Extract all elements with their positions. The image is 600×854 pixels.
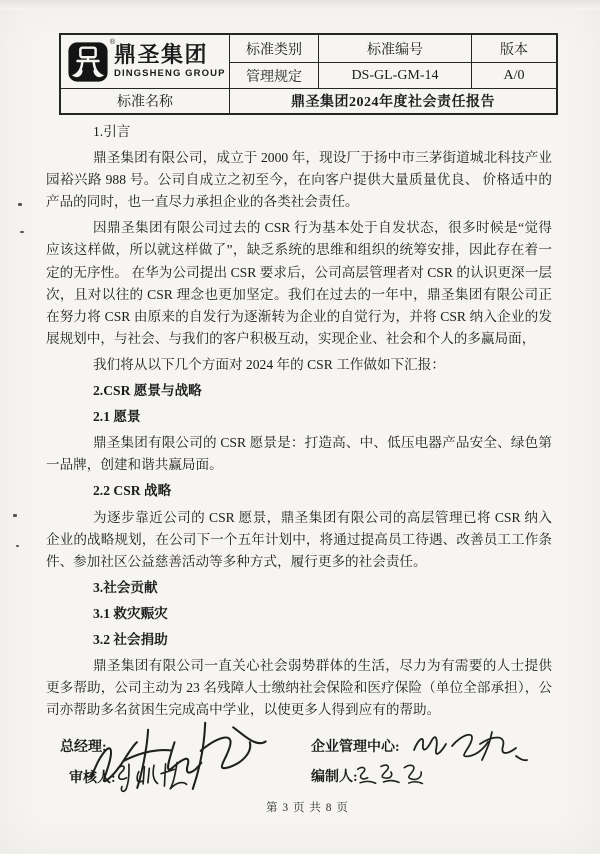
paragraph: 因鼎圣集团有限公司过去的 CSR 行为基本处于自发状态，很多时候是“觉得应该这样做，所以就这样做了”，缺乏系统的思维和组织的统筹安排，因此存在着一定的无序性。 在华为公司提出 CSR 要求后，公司高层管理者对 CSR 的认识更深一层次，且对以往的 CSR 理念也更加坚定。我们在过去的一年中，鼎圣集团有限公司正在努力将 CSR 由原来的自发行为逐渐转为企业的自觉行为，并将 CSR 纳入企业的发展规划中，与社会、与我们的客户积极互动，实现企业、社会和个人的多赢局面，: [46, 220, 552, 346]
version-value: A/0: [472, 63, 558, 89]
standard-number-value: DS-GL-GM-14: [319, 63, 472, 89]
paragraph: 我们将从以下几个方面对 2024 年的 CSR 工作做如下汇报：: [93, 356, 445, 372]
general-manager-label: 总经理:: [60, 740, 107, 755]
paragraph: 1.引言: [93, 124, 131, 139]
enterprise-management-center-label: 企业管理中心:: [311, 740, 400, 755]
paragraph: 鼎圣集团有限公司的 CSR 愿景是：打造高、中、低压电器产品安全、绿色第一品牌，创建和谐共赢局面。: [46, 435, 552, 473]
paragraph: 3.1 救灾赈灾: [93, 605, 168, 621]
logo-chinese-name: 鼎圣集团: [114, 42, 209, 68]
scan-speck: [16, 545, 19, 547]
logo-english-name: DINGSHENG GROUP: [114, 68, 226, 80]
auditor-label: 审核人:: [69, 771, 116, 786]
paragraph: 2.1 愿景: [93, 409, 141, 425]
standard-name-label: 标准名称: [60, 89, 230, 115]
logo-cell: [60, 34, 230, 89]
paragraph: 3.社会贡献: [93, 579, 158, 595]
scan-speck: [13, 514, 17, 517]
enterprise-management-center-signature: [408, 724, 528, 762]
standard-category-value: 管理规定: [230, 63, 319, 89]
document-title: 鼎圣集团2024年度社会责任报告: [230, 89, 558, 115]
header-table: [59, 33, 558, 115]
dingsheng-seal-icon: [67, 38, 115, 83]
standard-number-label: 标准编号: [319, 34, 472, 63]
page-number: 第 3 页 共 8 页: [266, 802, 349, 814]
document-body: [46, 121, 552, 721]
paragraph: 为逐步靠近公司的 CSR 愿景，鼎圣集团有限公司的高层管理已将 CSR 纳入企业的战略规划，在公司下一个五年计划中，将通过提高员工待遇、改善员工工作条件、参加社区公益慈善活动等多种方式，履行更多的社会责任。: [46, 509, 552, 569]
compiler-handwritten-name: [352, 759, 427, 790]
auditor-handwritten-name: [109, 756, 192, 795]
compiler-label: 编制人:: [311, 770, 358, 785]
scan-speck: [18, 203, 22, 206]
standard-category-label: 标准类别: [230, 34, 319, 63]
scan-speck: [20, 231, 24, 233]
paragraph: 鼎圣集团有限公司一直关心社会弱势群体的生活，尽力为有需要的人士提供更多帮助，公司主动为 23 名残障人士缴纳社会保险和医疗保险（单位全部承担），公司亦帮助多名贫困生完成高中学业，以使更多人得到应有的帮助。: [46, 658, 552, 718]
paragraph: 鼎圣集团有限公司，成立于 2000 年，现设厂于扬中市三茅街道城北科技产业园裕兴路 988 号。公司自成立之初至今，在向客户提供大量质量优良、 价格适中的产品的同时，也一直尽力承担企业的各类社会责任。: [46, 150, 552, 210]
paragraph: 2.CSR 愿景与战略: [93, 383, 202, 399]
registered-trademark-icon: ®: [109, 38, 115, 46]
version-label: 版本: [472, 34, 558, 63]
paragraph: 2.2 CSR 战略: [93, 483, 172, 499]
paragraph: 3.2 社会捐助: [93, 631, 168, 647]
